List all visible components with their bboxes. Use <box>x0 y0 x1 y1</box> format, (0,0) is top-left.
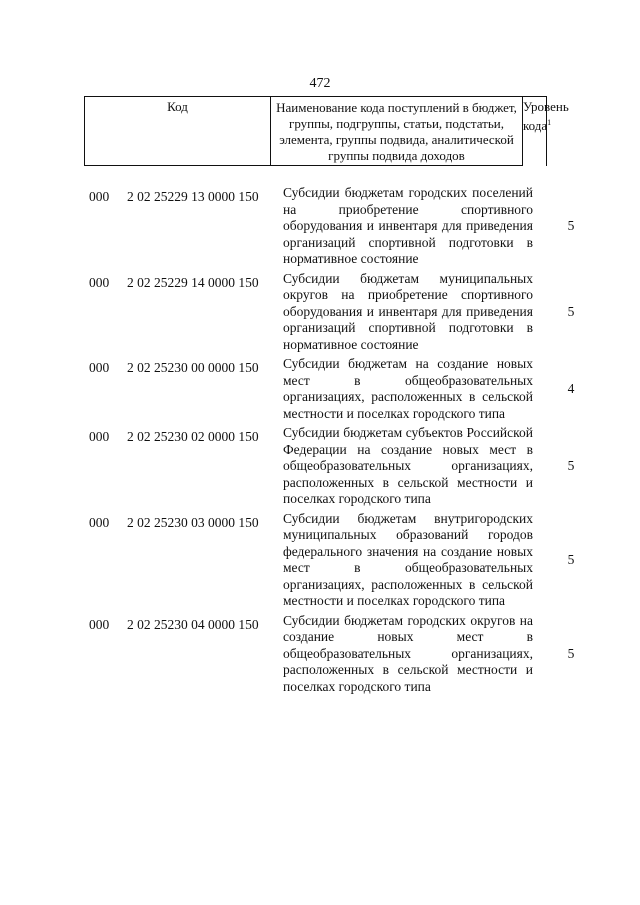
row-level: 5 <box>567 218 575 234</box>
table-header <box>84 96 569 166</box>
row-level: 4 <box>567 381 575 396</box>
row-level: 5 <box>567 645 575 661</box>
row-code: 2 02 25229 13 0000 150 <box>127 189 259 204</box>
code-list <box>0 185 640 698</box>
header-name <box>271 97 523 166</box>
row-description: Субсидии бюджетам городских поселений на приобретение спортивного оборудования и инвентаря для приведения организаций спортивной подготовки в нормативное состояние <box>283 185 533 266</box>
header-level <box>523 97 569 166</box>
row-description: Субсидии бюджетам муниципальных округов на приобретение спортивного оборудования и инвентаря для приведения организаций спортивной подготовки в нормативное состояние <box>283 270 533 352</box>
row-prefix: 000 <box>89 360 110 375</box>
row-prefix: 000 <box>89 514 110 530</box>
header-level-label: Уровень кода <box>523 99 569 133</box>
row-code: 2 02 25230 02 0000 150 <box>127 429 259 444</box>
row-prefix: 000 <box>89 429 110 444</box>
row-level: 5 <box>567 552 575 567</box>
header-level-footnote: 1 <box>547 118 552 127</box>
table-row <box>0 271 640 354</box>
row-code: 2 02 25230 04 0000 150 <box>127 616 259 632</box>
row-code: 2 02 25230 03 0000 150 <box>127 514 259 530</box>
header-code <box>85 97 271 166</box>
header-name-label: Наименование кода поступлений в бюджет, группы, подгруппы, статьи, подстатьи, элемента, группы подвида, аналитической группы подвида доходов <box>276 100 517 163</box>
row-code: 2 02 25230 00 0000 150 <box>127 360 259 375</box>
row-prefix: 000 <box>89 189 110 204</box>
table-row <box>0 185 640 268</box>
row-description: Субсидии бюджетам внутригородских муниципальных образований городов федерального значения на создание новых мест в общеобразовательных организациях, расположенных в сельской местности и поселках городского типа <box>283 510 533 608</box>
header-code-label: Код <box>167 99 188 114</box>
page-number: 472 <box>309 76 331 91</box>
row-description: Субсидии бюджетам городских округов на создание новых мест в общеобразовательных организациях, расположенных в сельской местности и поселках городского типа <box>283 612 533 694</box>
table-row <box>0 425 640 508</box>
row-level: 5 <box>567 458 575 474</box>
row-description: Субсидии бюджетам на создание новых мест в общеобразовательных организациях, расположенных в сельской местности и поселках городского типа <box>283 356 533 421</box>
row-code: 2 02 25229 14 0000 150 <box>127 274 259 290</box>
row-prefix: 000 <box>89 274 110 290</box>
row-prefix: 000 <box>89 616 110 632</box>
table-row <box>0 511 640 610</box>
row-level: 5 <box>567 303 575 319</box>
row-description: Субсидии бюджетам субъектов Российской Федерации на создание новых мест в общеобразовательных организациях, расположенных в сельской местности и поселках городского типа <box>283 425 533 506</box>
table-row <box>0 356 640 422</box>
table-row <box>0 613 640 696</box>
